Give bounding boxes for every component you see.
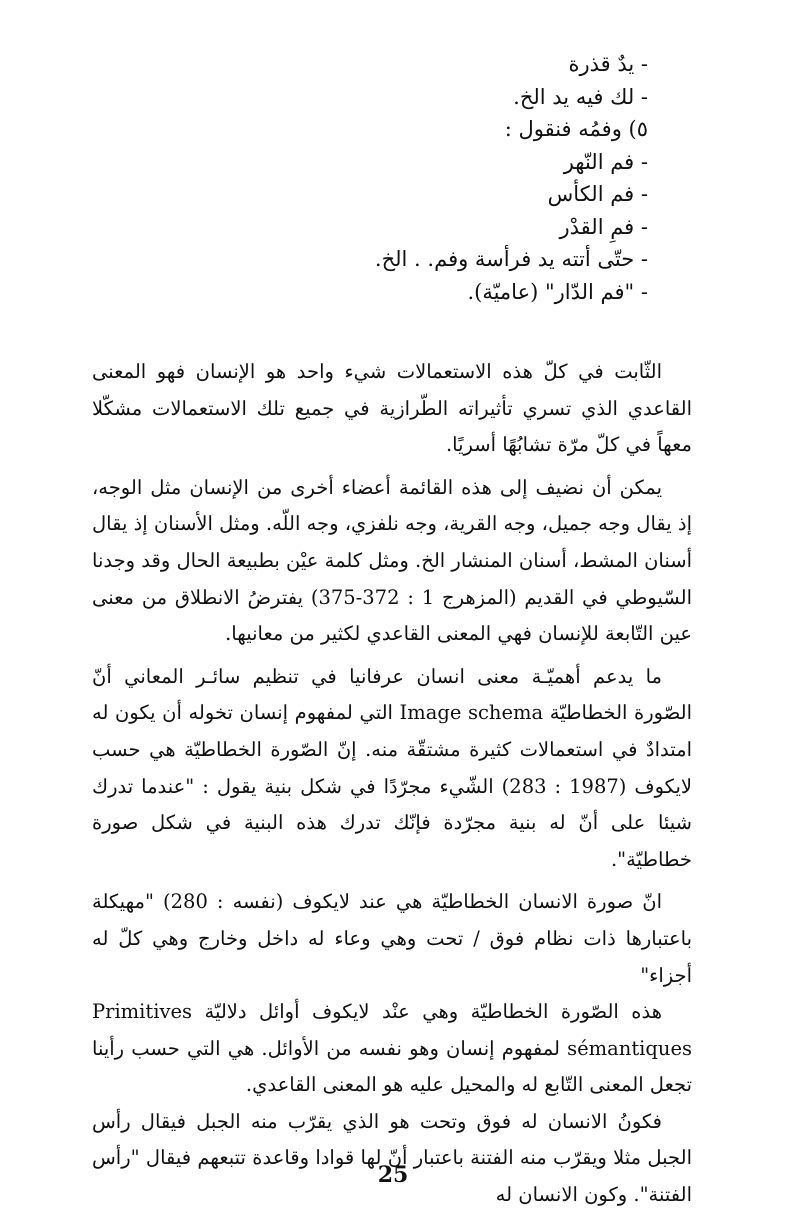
body-text	[92, 354, 692, 1214]
paragraph-text: ما يدعم أهميّـة معنى انسان عرفانيا في تنظيم سائـر المعاني أنّ الصّورة الخطاطيّة Image schema التي لمفهوم إنسان تخوله أن يكون له امتدادٌ في استعمالات كثيرة مشتقّة منه. إنّ الصّورة الخطاطيّة هي حسب لايكوف (1987 : 283) الشّيء مجرّدًا في شكل بنية يقول : "عندما تدرك شيئا على أنّ له بنية مجرّدة فإنّك تدرك هذه البنية في شكل صورة خطاطيّة".	[92, 664, 693, 871]
list-item: - فم النّهر	[563, 149, 648, 174]
paragraph-5	[92, 994, 692, 1104]
paragraph-text: الثّابت في كلّ هذه الاستعمالات شيء واحد هو الإنسان فهو المعنى القاعدي الذي تسري تأثيراته الطّرازية في جميع تلك الاستعمالات مشكّلا معهاً في كلّ مرّة تشابُهًا أسريًا.	[92, 360, 692, 457]
paragraph-text: هذه الصّورة الخطاطيّة وهي عنْد لايكوف أوائل دلاليّة Primitives sémantiques لمفهوم إنسان وهو نفسه من الأوائل. هي التي حسب رأينا تجعل المعنى التّابع له والمحيل عليه هو المعنى القاعدي.	[92, 1000, 692, 1097]
paragraph-1	[92, 354, 692, 464]
paragraph-4	[92, 884, 692, 994]
example-list	[88, 48, 648, 308]
list-item: - حتّى أتته يد فرأسة وفم. . الخ.	[374, 247, 648, 271]
list-item: - يدٌ قذرة	[568, 52, 648, 76]
paragraph-text: فكونُ الانسان له فوق وتحت هو الذي يقرّب منه الجبل فيقال رأس الجبل مثلا ويقرّب منه الفتنة باعتبار أنّ لها قوادا وقاعدة تتبعهم فيقال "رأس الفتنة". وكون الانسان له	[92, 1109, 692, 1207]
paragraph-text: انّ صورة الانسان الخطاطيّة هي عند لايكوف (نفسه : 280) "مهيكلة باعتبارها ذات نظام فوق / تحت وهي وعاء له داخل وخارج وهي كلّ له أجزاء"	[92, 890, 692, 987]
list-item: ٥) وفمُه فنقول :	[504, 117, 648, 141]
list-item: - فمِ القدْر	[559, 214, 648, 239]
paragraph-text: يمكن أن نضيف إلى هذه القائمة أعضاء أخرى من الإنسان مثل الوجه، إذ يقال وجه جميل، وجه القرية، وجه نلفزي، وجه اللّه. ومثل الأسنان إذ يقال أسنان المشط، أسنان المنشار الخ. ومثل كلمة عيْن بطبيعة الحال وقد وجدنا السّيوطي في القديم (المزهرج 1 : 372-375) يفترضُ الانطلاق من معنى عين التّابعة للإنسان فهي المعنى القاعدي لكثير من معانيها.	[92, 475, 693, 646]
paragraph-6	[92, 1104, 692, 1214]
paragraph-2	[92, 470, 692, 653]
list-item: - "فم الدّار" (عاميّة).	[467, 279, 648, 304]
list-item: - فم الكأس	[547, 182, 648, 206]
paragraph-3	[92, 659, 692, 879]
page-number: 25	[377, 1162, 409, 1188]
list-item: - لك فيه يد الخ.	[513, 84, 648, 109]
